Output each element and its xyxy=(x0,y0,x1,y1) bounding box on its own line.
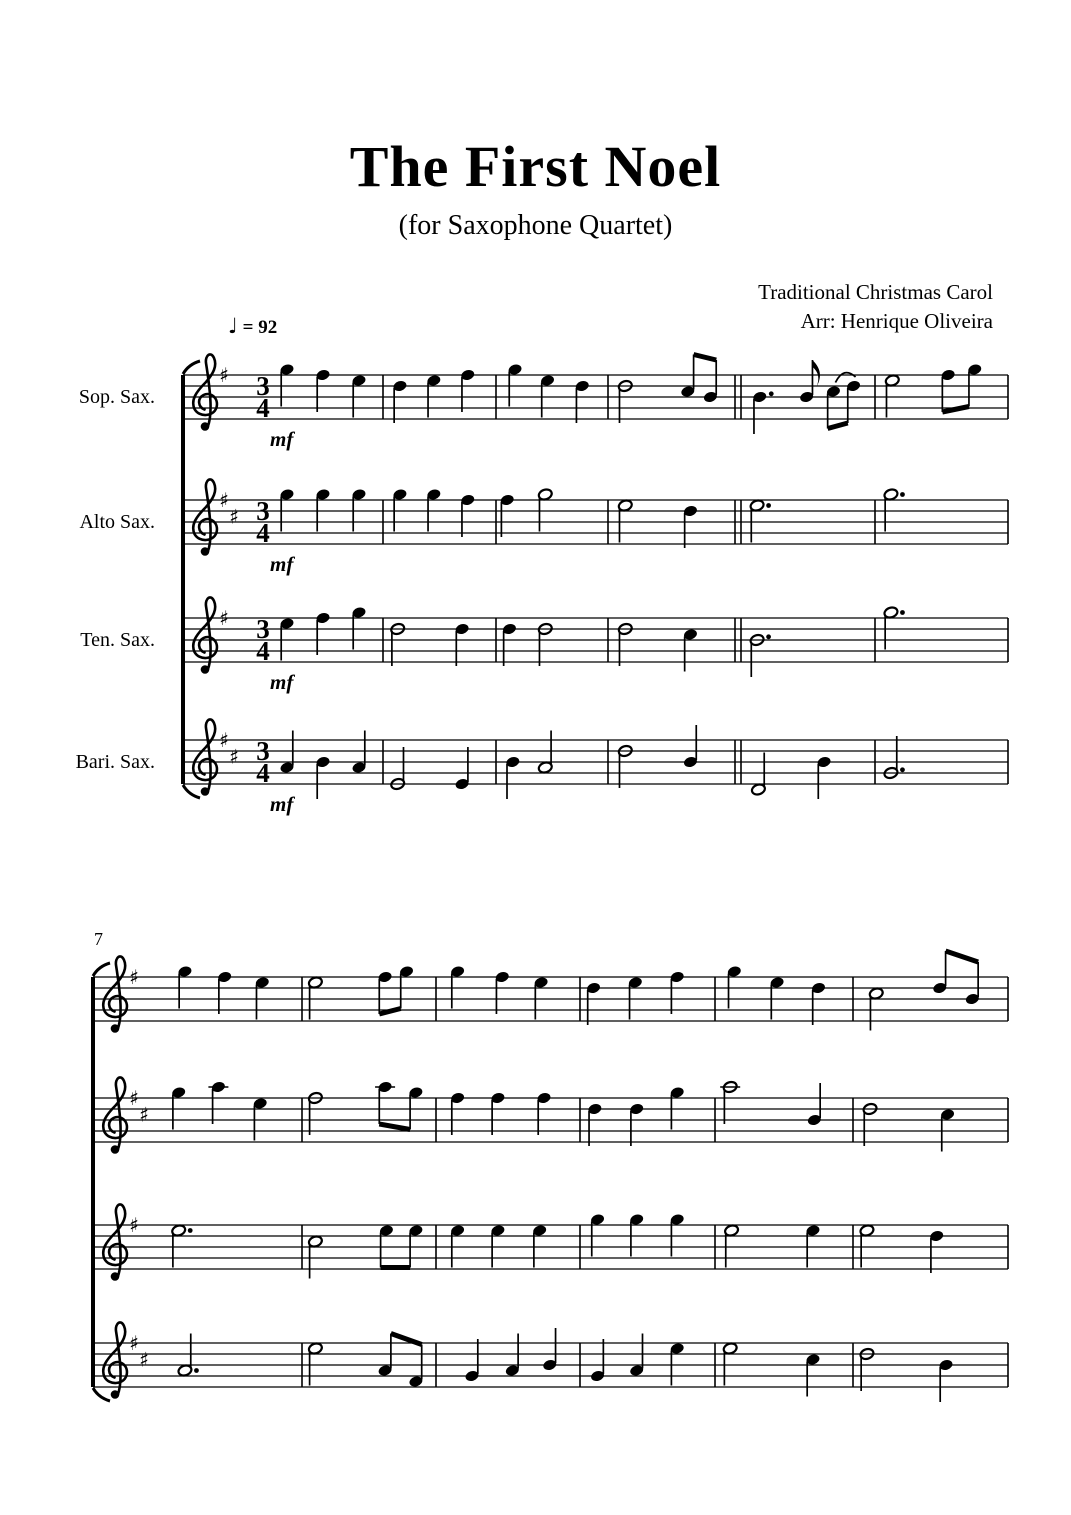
quarter-note xyxy=(807,1083,823,1127)
system-bracket xyxy=(183,361,200,374)
quarter-note xyxy=(450,965,466,1009)
quarter-note xyxy=(315,611,331,655)
quarter-note xyxy=(669,1213,685,1257)
half-note xyxy=(308,1342,324,1386)
staff-label: Alto Sax. xyxy=(79,511,155,533)
quarter-note xyxy=(392,379,408,423)
treble-clef-icon xyxy=(201,547,210,556)
beam xyxy=(694,355,717,361)
page-title: The First Noel xyxy=(349,134,722,199)
quarter-note xyxy=(464,1339,480,1383)
quarter-note xyxy=(454,622,470,666)
sharp-sign: ♯ xyxy=(129,1331,139,1355)
eighth-note xyxy=(408,1224,424,1268)
quarter-note xyxy=(171,1086,187,1130)
quarter-note xyxy=(450,1224,466,1268)
quarter-note xyxy=(426,488,442,532)
eighth-note xyxy=(377,1334,393,1378)
sharp-sign: ♯ xyxy=(219,606,229,630)
quarter-note xyxy=(938,1358,954,1402)
quarter-note xyxy=(351,606,367,650)
half-note xyxy=(308,976,324,1020)
augmentation-dot xyxy=(900,610,905,615)
time-signature-bottom: 4 xyxy=(256,393,270,423)
quarter-note xyxy=(252,1097,268,1141)
quarter-note xyxy=(392,488,408,532)
sharp-sign: ♯ xyxy=(219,728,229,752)
treble-clef-icon xyxy=(193,354,217,427)
quarter-note xyxy=(279,617,295,661)
eighth-note xyxy=(846,379,862,423)
time-signature-bottom: 4 xyxy=(256,518,270,548)
half-note xyxy=(883,488,905,532)
half-note xyxy=(171,1224,193,1268)
credit-arranger: Arr: Henrique Oliveira xyxy=(800,309,993,333)
treble-clef-icon xyxy=(193,597,217,670)
quarter-note xyxy=(669,1342,685,1386)
augmentation-dot xyxy=(194,1368,199,1373)
beam xyxy=(379,1009,400,1015)
half-note xyxy=(749,499,771,543)
half-note xyxy=(308,1235,324,1279)
half-note xyxy=(177,1334,199,1378)
quarter-note xyxy=(450,1091,466,1135)
dynamic-marking: mf xyxy=(270,670,294,694)
eighth-note xyxy=(967,363,983,407)
quarter-note xyxy=(587,1102,603,1146)
augmentation-dot xyxy=(766,503,771,508)
quarter-note xyxy=(208,1080,228,1124)
system-bracket xyxy=(93,963,110,976)
quarter-note xyxy=(669,1086,685,1130)
quarter-note xyxy=(628,976,644,1020)
quarter-note xyxy=(532,1224,548,1268)
eighth-note xyxy=(826,385,842,429)
sharp-sign: ♯ xyxy=(219,488,229,512)
quarter-note xyxy=(502,622,518,666)
dynamic-marking: mf xyxy=(270,552,294,576)
quarter-note xyxy=(454,747,470,791)
eighth-note xyxy=(399,965,415,1009)
half-note xyxy=(751,753,767,797)
eighth-note xyxy=(408,1086,424,1130)
staff-label: Bari. Sax. xyxy=(75,751,155,773)
quarter-note xyxy=(586,981,602,1025)
treble-clef-icon xyxy=(111,1024,120,1033)
treble-clef-icon xyxy=(103,1322,127,1395)
treble-clef-icon xyxy=(111,1390,120,1399)
quarter-note xyxy=(255,976,271,1020)
half-note xyxy=(859,1224,875,1268)
quarter-note xyxy=(490,1091,506,1135)
treble-clef-icon xyxy=(201,665,210,674)
eighth-note xyxy=(703,360,719,404)
time-signature-top: 3 xyxy=(256,614,270,644)
eighth-flag xyxy=(812,360,819,387)
quarter-note xyxy=(494,970,510,1014)
dynamic-marking: mf xyxy=(270,792,294,816)
quarter-note xyxy=(217,970,233,1014)
quarter-note xyxy=(505,1334,521,1378)
sharp-sign: ♯ xyxy=(139,1102,149,1127)
treble-clef-icon xyxy=(193,719,217,792)
treble-clef-icon xyxy=(111,1272,120,1281)
half-note xyxy=(538,731,554,775)
eighth-note xyxy=(965,962,981,1006)
augmentation-dot xyxy=(769,391,774,396)
sharp-sign: ♯ xyxy=(129,1213,139,1237)
quarter-note xyxy=(540,374,556,418)
system-bracket xyxy=(183,785,200,798)
quarter-note xyxy=(507,363,523,407)
quarter-note xyxy=(940,1108,956,1152)
slur xyxy=(835,373,855,383)
half-note xyxy=(885,374,901,418)
quarter-note xyxy=(460,493,476,537)
quarter-note xyxy=(315,488,331,532)
half-note xyxy=(722,1342,738,1386)
quarter-note xyxy=(490,1224,506,1268)
time-signature-top: 3 xyxy=(256,496,270,526)
quarter-note xyxy=(811,981,827,1025)
quarter-note xyxy=(574,379,590,423)
augmentation-dot xyxy=(188,1228,193,1233)
quarter-note xyxy=(460,368,476,412)
quarter-note xyxy=(279,488,295,532)
staff-label: Sop. Sax. xyxy=(78,386,155,408)
time-signature-top: 3 xyxy=(256,371,270,401)
half-note xyxy=(538,488,554,532)
quarter-note xyxy=(351,731,367,775)
sharp-sign: ♯ xyxy=(129,965,139,989)
quarter-note xyxy=(542,1328,558,1372)
treble-clef-icon xyxy=(103,1204,127,1277)
quarter-note xyxy=(683,725,699,769)
quarter-note xyxy=(315,755,331,799)
sharp-sign: ♯ xyxy=(139,1347,149,1372)
treble-clef-icon xyxy=(201,787,210,796)
quarter-note xyxy=(279,731,295,775)
credit-source: Traditional Christmas Carol xyxy=(758,280,993,304)
dynamic-marking: mf xyxy=(270,427,294,451)
time-signature-bottom: 4 xyxy=(256,758,270,788)
measure-number: 7 xyxy=(94,929,103,949)
beam xyxy=(379,1124,410,1130)
quarter-note xyxy=(536,1091,552,1135)
treble-clef-icon xyxy=(193,479,217,552)
quarter-note xyxy=(929,1229,945,1273)
beam xyxy=(942,407,969,413)
half-note xyxy=(883,606,905,650)
sharp-sign: ♯ xyxy=(129,1086,139,1110)
half-note xyxy=(720,1080,740,1124)
half-note xyxy=(868,987,884,1031)
sharp-sign: ♯ xyxy=(229,744,239,769)
beam xyxy=(946,951,979,962)
time-signature-bottom: 4 xyxy=(256,636,270,666)
half-note xyxy=(618,499,634,543)
eighth-note xyxy=(932,951,948,995)
quarter-note xyxy=(499,493,515,537)
quarter-note xyxy=(669,970,685,1014)
augmentation-dot xyxy=(766,634,771,639)
quarter-note xyxy=(683,504,699,548)
time-signature-top: 3 xyxy=(256,736,270,766)
eighth-note xyxy=(940,368,956,412)
quarter-note xyxy=(727,965,743,1009)
treble-clef-icon xyxy=(103,1077,127,1150)
sharp-sign: ♯ xyxy=(229,504,239,529)
quarter-note xyxy=(816,755,832,799)
treble-clef-icon xyxy=(103,956,127,1029)
quarter-note xyxy=(769,976,785,1020)
quarter-note xyxy=(590,1213,606,1257)
page-subtitle: (for Saxophone Quartet) xyxy=(398,210,673,241)
quarter-note xyxy=(505,755,521,799)
eighth-note xyxy=(377,970,393,1014)
quarter-note-icon: ♩ xyxy=(228,314,238,338)
quarter-note xyxy=(629,1102,645,1146)
quarter-note xyxy=(683,628,699,672)
eighth-note xyxy=(375,1080,395,1124)
eighth-note xyxy=(408,1345,424,1389)
staff-label: Ten. Sax. xyxy=(80,629,155,651)
treble-clef-icon xyxy=(201,422,210,431)
augmentation-dot xyxy=(900,767,905,772)
quarter-note xyxy=(351,374,367,418)
system-bracket xyxy=(93,1388,110,1401)
quarter-note xyxy=(629,1213,645,1257)
beam xyxy=(828,423,848,429)
quarter-note xyxy=(629,1334,645,1378)
quarter-note xyxy=(315,368,331,412)
quarter-note xyxy=(533,976,549,1020)
eighth-note xyxy=(379,1224,395,1268)
half-note xyxy=(724,1224,740,1268)
treble-clef-icon xyxy=(111,1145,120,1154)
quarter-note xyxy=(426,374,442,418)
eighth-note xyxy=(680,355,696,399)
sharp-sign: ♯ xyxy=(219,363,229,387)
quarter-note xyxy=(351,488,367,532)
quarter-note xyxy=(805,1353,821,1397)
augmentation-dot xyxy=(900,492,905,497)
quarter-note xyxy=(805,1224,821,1268)
quarter-note xyxy=(590,1339,606,1383)
tempo-value: = 92 xyxy=(242,317,278,338)
quarter-note xyxy=(279,363,295,407)
quarter-note xyxy=(177,965,193,1009)
